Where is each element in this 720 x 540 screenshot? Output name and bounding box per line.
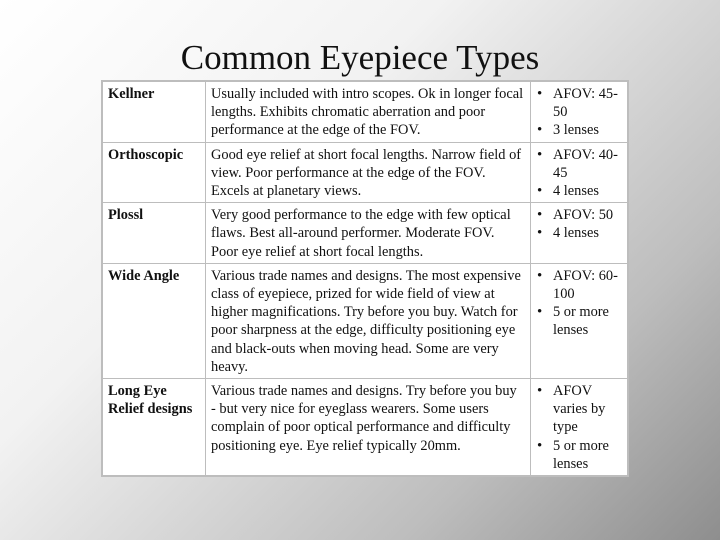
table-row	[103, 379, 628, 476]
spec-item: • AFOV varies by type	[535, 382, 622, 437]
table-row	[103, 263, 628, 378]
eyepiece-name: Kellner	[103, 82, 206, 143]
spec-list	[535, 267, 622, 340]
spec-item: • 4 lenses	[535, 182, 622, 200]
eyepiece-specs	[531, 203, 628, 264]
eyepiece-name: Wide Angle	[103, 263, 206, 378]
spec-item: • AFOV: 60-100	[535, 267, 622, 303]
eyepiece-specs	[531, 82, 628, 143]
eyepiece-description: Various trade names and designs. Try before you buy - but very nice for eyeglass wearers. Some users complain of poor optical performance and difficulty positioning eye. Eye relief typically 20mm.	[206, 379, 531, 476]
table-row	[103, 203, 628, 264]
spec-item: • AFOV: 40-45	[535, 146, 622, 182]
spec-item: • 4 lenses	[535, 224, 622, 242]
table-row	[103, 82, 628, 143]
spec-list	[535, 206, 622, 242]
eyepiece-description: Very good performance to the edge with few optical flaws. Best all-around performer. Moderate FOV. Poor eye relief at short focal lengths.	[206, 203, 531, 264]
slide-title: Common Eyepiece Types	[180, 38, 540, 77]
eyepiece-name: Plossl	[103, 203, 206, 264]
eyepiece-name: Long Eye Relief designs	[103, 379, 206, 476]
eyepiece-specs	[531, 142, 628, 203]
eyepiece-description: Good eye relief at short focal lengths. Narrow field of view. Poor performance at the edge of the FOV. Excels at planetary views.	[206, 142, 531, 203]
eyepiece-name: Orthoscopic	[103, 142, 206, 203]
eyepiece-specs	[531, 263, 628, 378]
eyepiece-description: Usually included with intro scopes. Ok in longer focal lengths. Exhibits chromatic aberration and poor performance at the edge of the FOV.	[206, 82, 531, 143]
spec-item: • 5 or more lenses	[535, 437, 622, 473]
spec-list	[535, 85, 622, 140]
spec-item: • 3 lenses	[535, 121, 622, 139]
eyepiece-table	[101, 80, 629, 477]
spec-list	[535, 146, 622, 201]
eyepiece-specs	[531, 379, 628, 476]
table-row	[103, 142, 628, 203]
eyepiece-description: Various trade names and designs. The most expensive class of eyepiece, prized for wide field of view at higher magnifications. Try before you buy. Watch for poor sharpness at the edge, difficulty positioning eye and black-outs when moving head. Some are very heavy.	[206, 263, 531, 378]
spec-item: • AFOV: 50	[535, 206, 622, 224]
spec-list	[535, 382, 622, 473]
spec-item: • AFOV: 45-50	[535, 85, 622, 121]
spec-item: • 5 or more lenses	[535, 303, 622, 339]
eyepiece-table-grid	[102, 81, 628, 476]
